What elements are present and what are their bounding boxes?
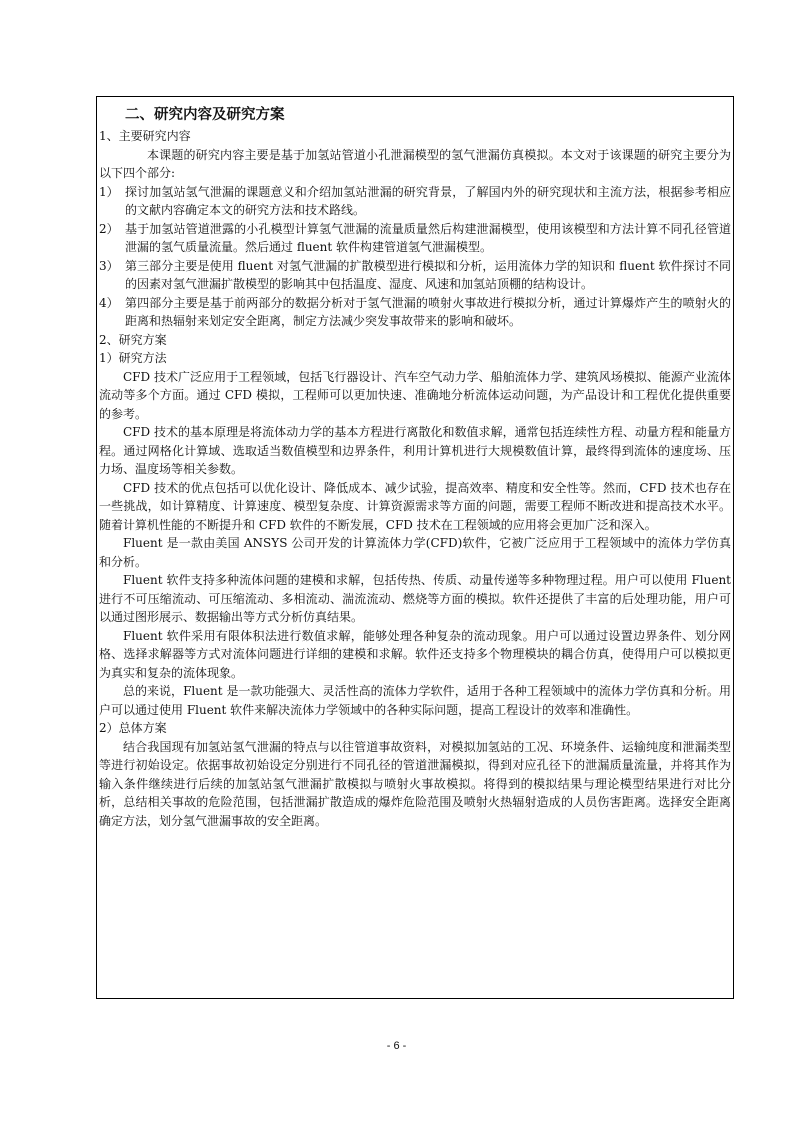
s1-item [99, 220, 731, 257]
s2-1-paragraph: 总的来说，Fluent 是一款功能强大、灵活性高的流体力学软件，适用于各种工程领域中的流体力学仿真和分析。用户可以通过使用 Fluent 软件来解决流体力学领域中的各种实际问题，提高工程设计的效率和准确性。 [99, 684, 731, 717]
s2-1-paragraph: Fluent 软件采用有限体积法进行数值求解，能够处理各种复杂的流动现象。用户可以通过设置边界条件、划分网格、选择求解器等方式对流体问题进行详细的建模和求解。软件还支持多个物理模块的耦合仿真，使得用户可以模拟更为真实和复杂的流体现象。 [99, 628, 731, 680]
document-body [99, 105, 731, 830]
s1-item-text: 第三部分主要是使用 fluent 对氢气泄漏的扩散模型进行模拟和分析，运用流体力学的知识和 fluent 软件探讨不同的因素对氢气泄漏扩散模型的影响其中包括温度、湿度、风速和加氢站顶棚的结构设计。 [125, 258, 731, 291]
s2-1-title: 1）研究方法 [99, 351, 167, 365]
s1-item-num: 4） [99, 295, 119, 310]
s2-title: 2、研究方案 [99, 332, 167, 347]
s2-1-paragraph: CFD 技术的优点包括可以优化设计、降低成本、减少试验，提高效率、精度和安全性等。然而，CFD 技术也存在一些挑战，如计算精度、计算速度、模型复杂度、计算资源需求等方面的问题，需要工程师不断改进和提高技术水平。随着计算机性能的不断提升和 CFD 软件的不断发展，CFD 技术在工程领域的应用将会更加广泛和深入。 [99, 480, 731, 532]
s1-item [99, 294, 731, 331]
s1-item [99, 257, 731, 294]
section-heading: 二、研究内容及研究方案 [125, 107, 285, 123]
s2-1-paragraph: CFD 技术广泛应用于工程领域，包括飞行器设计、汽车空气动力学、船舶流体力学、建筑风场模拟、能源产业流体流动等多个方面。通过 CFD 模拟，工程师可以更加快速、准确地分析流体运动问题，为产品设计和工程优化提供重要的参考。 [99, 369, 731, 421]
s1-title: 1、主要研究内容 [99, 129, 191, 143]
s2-1-paragraph: Fluent 软件支持多种流体问题的建模和求解，包括传热、传质、动量传递等多种物理过程。用户可以使用 Fluent 进行不可压缩流动、可压缩流动、多相流动、湍流流动、燃烧等方面的模拟。软件还提供了丰富的后处理功能，用户可以通过图形展示、数据输出等方式分析仿真结果。 [99, 573, 731, 624]
page-number: - 6 - [386, 1040, 407, 1052]
s1-item-num: 3） [99, 258, 119, 273]
s1-item-text: 基于加氢站管道泄露的小孔模型计算氢气泄漏的流量质量然后构建泄漏模型，使用该模型和方法计算不同孔径管道泄漏的氢气质量流量。然后通过 fluent 软件构建管道氢气泄漏模型。 [125, 221, 731, 254]
s2-2-paragraph: 结合我国现有加氢站氢气泄漏的特点与以往管道事故资料，对模拟加氢站的工况、环境条件、运输纯度和泄漏类型等进行初始设定。依据事故初始设定分别进行不同孔径的管道泄漏模拟，得到对应孔径下的泄漏质量流量，并将其作为输入条件继续进行后续的加氢站氢气泄漏扩散模拟与喷射火事故模拟。将得到的模拟结果与理论模型结果进行对比分析，总结相关事故的危险范围，包括泄漏扩散造成的爆炸危险范围及喷射火热辐射造成的人员伤害距离。选择安全距离确定方法，划分氢气泄漏事故的安全距离。 [99, 739, 731, 828]
s2-1-paragraph: CFD 技术的基本原理是将流体动力学的基本方程进行离散化和数值求解，通常包括连续性方程、动量方程和能量方程。通过网格化计算域、选取适当数值模型和边界条件，利用计算机进行大规模数值计算，最终得到流体的速度场、压力场、温度场等相关参数。 [99, 425, 731, 476]
s1-item-num: 1） [99, 184, 119, 199]
s1-item-num: 2） [99, 221, 119, 236]
s1-item-text: 探讨加氢站氢气泄漏的课题意义和介绍加氢站泄漏的研究背景，了解国内外的研究现状和主流方法，根据参考相应的文献内容确定本文的研究方法和技术路线。 [125, 184, 731, 217]
s2-2-title: 2）总体方案 [99, 721, 167, 735]
s2-1-paragraph: Fluent 是一款由美国 ANSYS 公司开发的计算流体力学(CFD)软件，它被广泛应用于工程领域中的流体力学仿真和分析。 [99, 536, 731, 569]
s1-item [99, 183, 731, 220]
content-frame [96, 96, 734, 999]
s1-item-text: 第四部分主要是基于前两部分的数据分析对于氢气泄漏的喷射火事故进行模拟分析，通过计算爆炸产生的喷射火的距离和热辐射来划定安全距离，制定方法减少突发事故带来的影响和破坏。 [125, 295, 731, 328]
s1-intro: 本课题的研究内容主要是基于加氢站管道小孔泄漏模型的氢气泄漏仿真模拟。本文对于该课题的研究主要分为以下四个部分: [99, 147, 731, 180]
